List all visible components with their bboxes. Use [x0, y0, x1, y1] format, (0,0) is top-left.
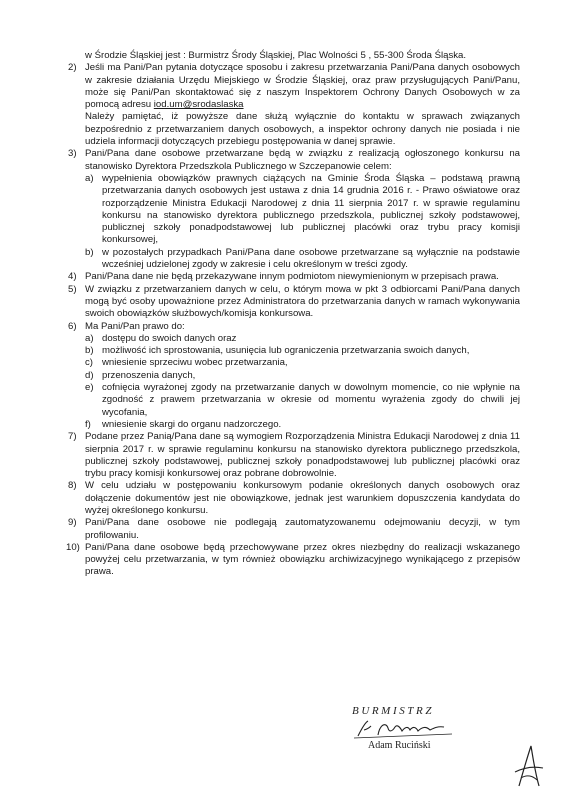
sub-item	[85, 247, 520, 272]
sub-item-letter: b)	[85, 246, 94, 258]
item-text: Pani/Pana dane osobowe nie podlegają zautomatyzowanemu odejmowaniu decyzji, w tym profilowaniu.	[85, 517, 520, 541]
handwritten-signature	[352, 718, 462, 740]
sub-item-letter: f)	[85, 418, 91, 430]
item-text: Pani/Pana dane osobowe przetwarzane będą w związku z realizacją ogłoszonego konkursu na stanowisko Dyrektora Przedszkola Publicznego w Szczepanowie celem:	[85, 148, 520, 172]
sub-item	[85, 419, 520, 431]
item-number: 7)	[68, 431, 77, 443]
handwritten-initial-mark	[511, 742, 545, 790]
item-number: 3)	[68, 148, 77, 160]
sub-item-text: wypełnienia obowiązków prawnych ciążących na Gminie Środa Śląska – podstawą prawną przetwarzania danych osobowych jest ustawa z dnia 14 grudnia 2016 r. - Prawo oświatowe oraz rozporządzenie Ministra Edukacji Narodowej z dnia 11 sierpnia 2017 r. w sprawie regulaminu konkursu na stanowisko dyrektora publicznego przedszkola, publicznej szkoły podstawowej, publicznej szkoły ponadpodstawowej lub publicznej placówki oraz trybu pracy komisji konkursowej,	[102, 172, 520, 246]
sub-item	[85, 382, 520, 419]
sub-item-text: w pozostałych przypadkach Pani/Pana dane osobowe przetwarzane są wyłącznie na podstawie wcześniej udzielonej zgody w zakresie i celu określonym w treści zgody.	[102, 246, 520, 271]
list-item	[68, 321, 520, 432]
list-item	[68, 148, 520, 271]
item-number: 6)	[68, 320, 77, 332]
item-text: Pani/Pana dane nie będą przekazywane innym podmiotom niewymienionym w przepisach prawa.	[85, 271, 499, 283]
item-number: 10)	[66, 541, 80, 553]
list-item	[68, 62, 520, 148]
sub-item	[85, 370, 520, 382]
sub-item-letter: d)	[85, 369, 94, 381]
item-number: 4)	[68, 271, 77, 283]
sub-item	[85, 345, 520, 357]
item-text: Pani/Pana dane osobowe będą przechowywane przez okres niezbędny do realizacji wskazanego powyżej celu przetwarzania, w tym również obowiązku archiwizacyjnego wynikającego z przepisów prawa.	[85, 541, 520, 578]
item-text: Ma Pani/Pan prawo do:	[85, 320, 185, 332]
sub-item-letter: c)	[85, 357, 93, 369]
email-link[interactable]: iod.um@srodaslaska	[153, 99, 244, 111]
item-number: 2)	[68, 62, 77, 74]
sub-item-text: możliwość ich sprostowania, usunięcia lub ograniczenia przetwarzania swoich danych,	[102, 345, 470, 357]
signatory-name: Adam Ruciński	[368, 740, 431, 751]
list-item	[68, 431, 520, 480]
sub-item	[85, 333, 520, 345]
item-note: Należy pamiętać, iż powyższe dane służą wyłącznie do kontaktu w sprawach związanych bezpośrednio z przetwarzaniem danych osobowych, a inspektor ochrony danych nie posiada i nie udziela informacji dotyczących przebiegu postępowania w danej sprawie.	[85, 111, 520, 148]
item-text: W celu udziału w postępowaniu konkursowym podanie określonych danych osobowych oraz dołączenie dokumentów jest nie obowiązkowe, jednak jest warunkiem dopuszczenia kandydata do wyżej określonego konkursu.	[85, 480, 520, 516]
sub-item-text: cofnięcia wyrażonej zgody na przetwarzanie danych w dowolnym momencie, co nie wpłynie na zgodność z prawem przetwarzania w okresie od momentu wyrażenia zgody do chwili jej wycofania,	[102, 382, 520, 418]
signature-block	[352, 705, 472, 751]
sub-item-text: dostępu do swoich danych oraz	[102, 332, 237, 344]
sub-item-text: przenoszenia danych,	[102, 369, 196, 381]
item-text: Jeśli ma Pani/Pan pytania dotyczące sposobu i zakresu przetwarzania Pani/Pana danych osobowych w zakresie działania Urzędu Miejskiego w Środzie Śląskiej, oraz praw przysługujących Pani/Panu, może się Pani/Pan skontaktować się z naszym Inspektorem Ochrony Danych Osobowych w za pomocą adresu	[85, 62, 520, 111]
item-number: 8)	[68, 480, 77, 492]
sub-item-letter: a)	[85, 332, 94, 344]
list-item	[68, 542, 520, 579]
item-number: 9)	[68, 517, 77, 529]
sub-item-letter: e)	[85, 382, 94, 394]
sub-item-letter: b)	[85, 345, 94, 357]
list-item	[68, 517, 520, 542]
signature-title: BURMISTRZ	[352, 705, 435, 717]
item-text: Podane przez Panią/Pana dane są wymogiem Rozporządzenia Ministra Edukacji Narodowej z dnia 11 sierpnia 2017 r. w sprawie regulaminu konkursu na stanowisko dyrektora publicznego przedszkola, publicznej szkoły podstawowej, publicznej szkoły ponadpodstawowej lub publicznej placówki oraz trybu pracy komisji konkursowej oraz pobrane dobrowolnie.	[85, 431, 520, 480]
sub-item-text: wniesienie sprzeciwu wobec przetwarzania,	[102, 357, 288, 369]
list-item	[68, 271, 520, 283]
sub-item-letter: a)	[85, 172, 94, 184]
list-item	[68, 284, 520, 321]
document-body	[68, 50, 520, 579]
item-number: 5)	[68, 283, 77, 295]
sub-item	[85, 173, 520, 247]
list-item	[68, 480, 520, 517]
intro-text: w Środzie Śląskiej jest : Burmistrz Środy Śląskiej, Plac Wolności 5 , 55-300 Środa Śląska.	[85, 50, 467, 61]
intro-continuation	[68, 50, 520, 62]
sub-item	[85, 357, 520, 369]
item-text: W związku z przetwarzaniem danych w celu, o którym mowa w pkt 3 odbiorcami Pani/Pana danych mogą być osoby upoważnione przez Administratora do przetwarzania danych w ramach wykonywania swoich obowiązków służbowych/komisja konkursowa.	[85, 283, 520, 320]
sub-item-text: wniesienie skargi do organu nadzorczego.	[102, 418, 282, 430]
